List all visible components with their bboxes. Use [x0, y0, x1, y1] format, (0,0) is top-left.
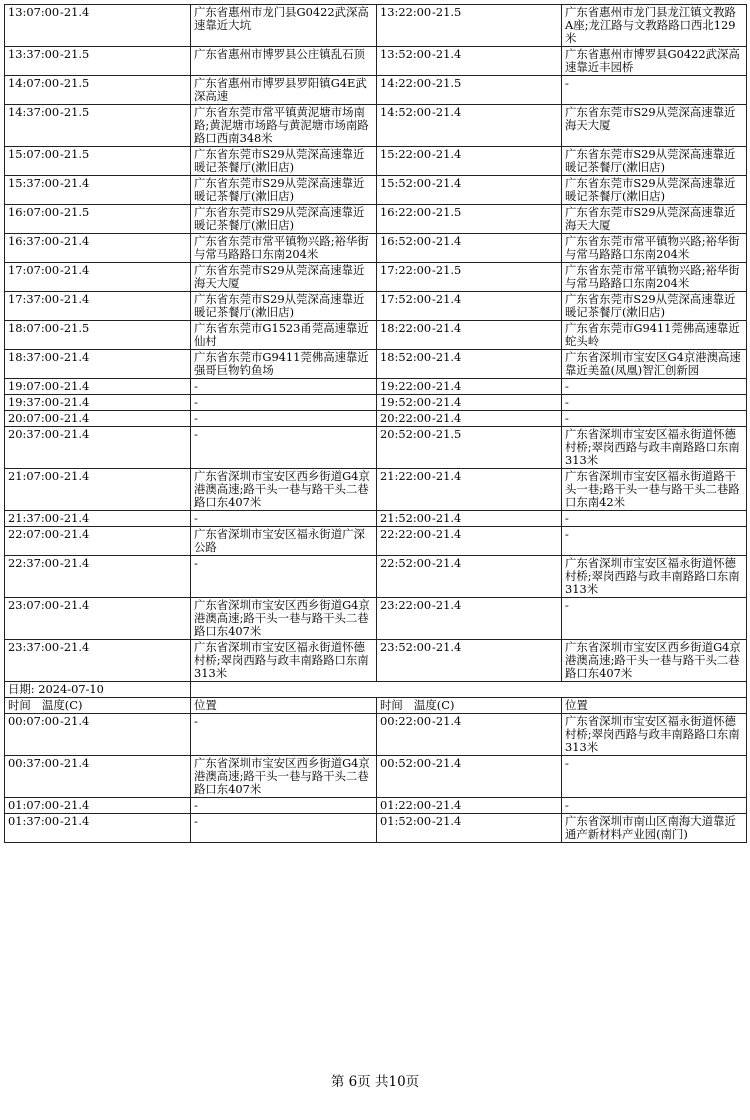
location-cell: -: [562, 756, 747, 798]
temperature-value: -21.4: [60, 427, 90, 441]
table-row: [5, 640, 747, 682]
time-value: 19:37:00: [8, 395, 60, 409]
temperature-value: -21.4: [432, 47, 462, 61]
temperature-value: -21.4: [60, 798, 90, 812]
table-row: [5, 527, 747, 556]
location-cell: 广东省东莞市常平镇物兴路;裕华街与常马路路口东南204米: [191, 234, 377, 263]
time-temp-cell: [5, 814, 191, 843]
time-value: 21:52:00: [380, 511, 432, 525]
location-cell: -: [191, 714, 377, 756]
temperature-value: -21.4: [60, 176, 90, 190]
temperature-value: -21.4: [432, 511, 462, 525]
time-value: 13:37:00: [8, 47, 60, 61]
time-value: 13:07:00: [8, 5, 60, 19]
table-row: [5, 292, 747, 321]
time-temp-cell: [377, 814, 562, 843]
time-temp-cell: [5, 469, 191, 511]
temperature-value: -21.4: [432, 292, 462, 306]
time-value: 19:52:00: [380, 395, 432, 409]
header-time: 时间: [380, 698, 403, 712]
location-cell: 广东省深圳市宝安区西乡街道G4京港澳高速;路干头一巷与路干头二巷路口东407米: [562, 640, 747, 682]
time-temp-cell: [5, 47, 191, 76]
time-value: 20:52:00: [380, 427, 432, 441]
time-value: 00:37:00: [8, 756, 60, 770]
location-cell: 广东省惠州市博罗县公庄镇乱石顶: [191, 47, 377, 76]
temperature-value: -21.4: [60, 234, 90, 248]
location-cell: -: [191, 395, 377, 411]
header-time-temp: [5, 698, 191, 714]
time-value: 18:07:00: [8, 321, 60, 335]
time-temp-cell: [377, 147, 562, 176]
time-temp-cell: [377, 76, 562, 105]
date-label: 日期: 2024-07-10: [5, 682, 191, 698]
table-row: [5, 556, 747, 598]
table-row: [5, 598, 747, 640]
time-temp-cell: [377, 556, 562, 598]
temperature-value: -21.5: [432, 263, 462, 277]
time-value: 21:22:00: [380, 469, 432, 483]
time-value: 14:22:00: [380, 76, 432, 90]
location-cell: 广东省深圳市宝安区福永街道广深公路: [191, 527, 377, 556]
time-temp-cell: [377, 263, 562, 292]
temperature-value: -21.5: [432, 5, 462, 19]
location-cell: -: [562, 798, 747, 814]
temperature-value: -21.4: [60, 411, 90, 425]
time-temp-cell: [5, 598, 191, 640]
time-value: 19:07:00: [8, 379, 60, 393]
location-cell: 广东省东莞市S29从莞深高速靠近暖记茶餐厅(漱旧店): [191, 147, 377, 176]
time-temp-cell: [377, 5, 562, 47]
time-temp-cell: [5, 379, 191, 395]
location-cell: 广东省东莞市常平镇物兴路;裕华街与常马路路口东南204米: [562, 234, 747, 263]
temperature-value: -21.4: [432, 714, 462, 728]
table-row: [5, 714, 747, 756]
time-temp-cell: [377, 640, 562, 682]
time-value: 14:07:00: [8, 76, 60, 90]
time-value: 00:22:00: [380, 714, 432, 728]
location-cell: -: [191, 411, 377, 427]
time-value: 23:37:00: [8, 640, 60, 654]
time-temp-cell: [5, 640, 191, 682]
location-cell: 广东省东莞市S29从莞深高速靠近暖记茶餐厅(漱旧店): [562, 292, 747, 321]
table-row: [5, 814, 747, 843]
time-value: 16:22:00: [380, 205, 432, 219]
location-cell: -: [562, 411, 747, 427]
temperature-value: -21.4: [432, 379, 462, 393]
table-row: [5, 350, 747, 379]
time-temp-cell: [377, 176, 562, 205]
temperature-value: -21.4: [432, 640, 462, 654]
table-row: [5, 5, 747, 47]
temperature-value: -21.4: [432, 527, 462, 541]
location-cell: -: [191, 427, 377, 469]
time-temp-cell: [377, 598, 562, 640]
location-cell: 广东省惠州市龙门县龙江镇文教路A座;龙江路与文教路路口西北129米: [562, 5, 747, 47]
time-value: 22:37:00: [8, 556, 60, 570]
temperature-value: -21.4: [432, 321, 462, 335]
time-value: 18:37:00: [8, 350, 60, 364]
location-cell: -: [191, 798, 377, 814]
temperature-value: -21.5: [60, 76, 90, 90]
temperature-value: -21.4: [60, 511, 90, 525]
table-row: [5, 76, 747, 105]
temperature-value: -21.5: [60, 321, 90, 335]
time-temp-cell: [377, 511, 562, 527]
header-temperature: 温度(C): [414, 698, 455, 712]
location-cell: 广东省东莞市G1523甬莞高速靠近仙村: [191, 321, 377, 350]
time-temp-cell: [377, 714, 562, 756]
location-cell: 广东省深圳市宝安区福永街道怀德村桥;翠岗西路与政丰南路路口东南313米: [562, 556, 747, 598]
table-row: [5, 105, 747, 147]
location-cell: 广东省东莞市S29从莞深高速靠近暖记茶餐厅(漱旧店): [562, 147, 747, 176]
time-value: 00:07:00: [8, 714, 60, 728]
time-value: 20:37:00: [8, 427, 60, 441]
location-cell: 广东省深圳市宝安区福永街道路干头一巷;路干头一巷与路干头二巷路口东南42米: [562, 469, 747, 511]
location-cell: 广东省东莞市G9411莞佛高速靠近强哥巨物钓鱼场: [191, 350, 377, 379]
time-temp-cell: [377, 105, 562, 147]
location-cell: 广东省东莞市S29从莞深高速靠近暖记茶餐厅(漱旧店): [191, 205, 377, 234]
time-value: 22:52:00: [380, 556, 432, 570]
time-temp-cell: [377, 395, 562, 411]
time-temp-cell: [5, 395, 191, 411]
temperature-value: -21.4: [432, 798, 462, 812]
time-value: 23:07:00: [8, 598, 60, 612]
table-row: [5, 469, 747, 511]
time-value: 17:52:00: [380, 292, 432, 306]
location-cell: 广东省东莞市S29从莞深高速靠近海天大厦: [191, 263, 377, 292]
temperature-value: -21.4: [60, 263, 90, 277]
time-value: 17:22:00: [380, 263, 432, 277]
location-cell: -: [562, 395, 747, 411]
time-value: 21:37:00: [8, 511, 60, 525]
time-value: 13:52:00: [380, 47, 432, 61]
time-temp-cell: [5, 411, 191, 427]
table-row: [5, 263, 747, 292]
table-row: [5, 379, 747, 395]
location-cell: 广东省深圳市宝安区西乡街道G4京港澳高速;路干头一巷与路干头二巷路口东407米: [191, 469, 377, 511]
time-value: 15:22:00: [380, 147, 432, 161]
location-cell: -: [191, 814, 377, 843]
time-value: 17:37:00: [8, 292, 60, 306]
time-value: 22:22:00: [380, 527, 432, 541]
temperature-value: -21.4: [60, 556, 90, 570]
location-cell: 广东省东莞市S29从莞深高速靠近暖记茶餐厅(漱旧店): [191, 292, 377, 321]
location-cell: 广东省东莞市G9411莞佛高速靠近蛇头岭: [562, 321, 747, 350]
time-temp-cell: [5, 147, 191, 176]
location-cell: 广东省东莞市常平镇黄泥塘市场南路;黄泥塘市场路与黄泥塘市场南路路口西南348米: [191, 105, 377, 147]
time-temp-cell: [5, 205, 191, 234]
location-cell: 广东省惠州市博罗县G0422武深高速靠近丰园桥: [562, 47, 747, 76]
temperature-value: -21.4: [60, 379, 90, 393]
date-row: [5, 682, 747, 698]
location-cell: 广东省深圳市宝安区G4京港澳高速靠近美盈(凤凰)智汇创新园: [562, 350, 747, 379]
time-temp-cell: [5, 511, 191, 527]
temperature-value: -21.4: [60, 640, 90, 654]
location-cell: 广东省东莞市S29从莞深高速靠近暖记茶餐厅(漱旧店): [562, 176, 747, 205]
time-value: 16:07:00: [8, 205, 60, 219]
temperature-value: -21.4: [60, 598, 90, 612]
time-temp-cell: [377, 350, 562, 379]
location-cell: 广东省深圳市宝安区福永街道怀德村桥;翠岗西路与政丰南路路口东南313米: [562, 427, 747, 469]
time-value: 15:37:00: [8, 176, 60, 190]
table-row: [5, 427, 747, 469]
time-value: 20:07:00: [8, 411, 60, 425]
header-temperature: 温度(C): [42, 698, 83, 712]
time-temp-cell: [377, 47, 562, 76]
time-value: 01:22:00: [380, 798, 432, 812]
time-value: 01:52:00: [380, 814, 432, 828]
time-value: 01:07:00: [8, 798, 60, 812]
time-temp-cell: [5, 556, 191, 598]
temperature-value: -21.4: [60, 5, 90, 19]
temperature-value: -21.4: [432, 469, 462, 483]
time-value: 01:37:00: [8, 814, 60, 828]
location-cell: -: [562, 76, 747, 105]
temperature-value: -21.4: [60, 395, 90, 409]
time-temp-cell: [377, 411, 562, 427]
time-value: 22:07:00: [8, 527, 60, 541]
temperature-value: -21.4: [432, 598, 462, 612]
column-header-row: [5, 698, 747, 714]
time-temp-cell: [5, 714, 191, 756]
time-temp-cell: [377, 321, 562, 350]
location-cell: 广东省东莞市S29从莞深高速靠近暖记茶餐厅(漱旧店): [191, 176, 377, 205]
time-value: 16:52:00: [380, 234, 432, 248]
header-location: 位置: [562, 698, 747, 714]
temperature-value: -21.5: [432, 427, 462, 441]
temperature-value: -21.4: [60, 756, 90, 770]
time-value: 18:52:00: [380, 350, 432, 364]
location-cell: 广东省深圳市宝安区福永街道怀德村桥;翠岗西路与政丰南路路口东南313米: [191, 640, 377, 682]
temperature-location-log-table: [4, 4, 747, 843]
table-row: [5, 756, 747, 798]
temperature-value: -21.4: [432, 756, 462, 770]
temperature-value: -21.4: [432, 234, 462, 248]
time-value: 19:22:00: [380, 379, 432, 393]
location-cell: -: [191, 556, 377, 598]
location-cell: 广东省东莞市常平镇物兴路;裕华街与常马路路口东南204米: [562, 263, 747, 292]
time-value: 15:07:00: [8, 147, 60, 161]
location-cell: 广东省深圳市宝安区西乡街道G4京港澳高速;路干头一巷与路干头二巷路口东407米: [191, 598, 377, 640]
temperature-value: -21.4: [432, 350, 462, 364]
page: [4, 4, 746, 843]
time-temp-cell: [5, 5, 191, 47]
time-temp-cell: [377, 798, 562, 814]
temperature-value: -21.4: [432, 395, 462, 409]
date-row-empty: [191, 682, 747, 698]
page-footer: 第 6页 共10页: [330, 1074, 420, 1090]
temperature-value: -21.4: [432, 556, 462, 570]
time-value: 17:07:00: [8, 263, 60, 277]
temperature-value: -21.4: [432, 147, 462, 161]
temperature-value: -21.4: [60, 814, 90, 828]
location-cell: 广东省深圳市宝安区西乡街道G4京港澳高速;路干头一巷与路干头二巷路口东407米: [191, 756, 377, 798]
temperature-value: -21.5: [432, 76, 462, 90]
time-value: 16:37:00: [8, 234, 60, 248]
table-row: [5, 205, 747, 234]
location-cell: -: [191, 379, 377, 395]
temperature-value: -21.5: [60, 147, 90, 161]
time-temp-cell: [377, 292, 562, 321]
header-time: 时间: [8, 698, 31, 712]
time-value: 18:22:00: [380, 321, 432, 335]
time-temp-cell: [5, 798, 191, 814]
time-temp-cell: [5, 105, 191, 147]
time-temp-cell: [377, 205, 562, 234]
temperature-value: -21.4: [60, 527, 90, 541]
table-row: [5, 176, 747, 205]
location-cell: -: [562, 527, 747, 556]
time-value: 21:07:00: [8, 469, 60, 483]
temperature-value: -21.4: [60, 714, 90, 728]
time-temp-cell: [377, 469, 562, 511]
table-row: [5, 321, 747, 350]
table-row: [5, 798, 747, 814]
log-table-body: [5, 5, 747, 843]
table-row: [5, 147, 747, 176]
header-location: 位置: [191, 698, 377, 714]
temperature-value: -21.4: [432, 176, 462, 190]
table-row: [5, 47, 747, 76]
location-cell: -: [562, 379, 747, 395]
temperature-value: -21.4: [432, 411, 462, 425]
time-temp-cell: [5, 350, 191, 379]
location-cell: -: [562, 598, 747, 640]
time-value: 23:52:00: [380, 640, 432, 654]
time-temp-cell: [5, 76, 191, 105]
table-row: [5, 395, 747, 411]
temperature-value: -21.4: [432, 105, 462, 119]
table-row: [5, 234, 747, 263]
time-temp-cell: [5, 234, 191, 263]
location-cell: -: [191, 511, 377, 527]
time-value: 13:22:00: [380, 5, 432, 19]
time-value: 00:52:00: [380, 756, 432, 770]
location-cell: 广东省东莞市S29从莞深高速靠近海天大厦: [562, 105, 747, 147]
time-temp-cell: [377, 234, 562, 263]
location-cell: 广东省深圳市南山区南海大道靠近通产新材料产业园(南门): [562, 814, 747, 843]
time-temp-cell: [377, 756, 562, 798]
temperature-value: -21.4: [60, 292, 90, 306]
time-value: 15:52:00: [380, 176, 432, 190]
location-cell: 广东省深圳市宝安区福永街道怀德村桥;翠岗西路与政丰南路路口东南313米: [562, 714, 747, 756]
time-temp-cell: [5, 756, 191, 798]
location-cell: -: [562, 511, 747, 527]
temperature-value: -21.4: [432, 814, 462, 828]
time-value: 14:37:00: [8, 105, 60, 119]
time-temp-cell: [377, 379, 562, 395]
location-cell: 广东省东莞市S29从莞深高速靠近海天大厦: [562, 205, 747, 234]
time-temp-cell: [5, 263, 191, 292]
temperature-value: -21.5: [60, 47, 90, 61]
temperature-value: -21.5: [432, 205, 462, 219]
time-temp-cell: [5, 321, 191, 350]
time-temp-cell: [377, 427, 562, 469]
temperature-value: -21.4: [60, 350, 90, 364]
time-temp-cell: [5, 427, 191, 469]
header-time-temp: [377, 698, 562, 714]
time-value: 23:22:00: [380, 598, 432, 612]
time-temp-cell: [5, 176, 191, 205]
temperature-value: -21.4: [60, 469, 90, 483]
time-temp-cell: [377, 527, 562, 556]
table-row: [5, 511, 747, 527]
temperature-value: -21.5: [60, 105, 90, 119]
time-temp-cell: [5, 527, 191, 556]
time-value: 20:22:00: [380, 411, 432, 425]
table-row: [5, 411, 747, 427]
temperature-value: -21.5: [60, 205, 90, 219]
location-cell: 广东省惠州市龙门县G0422武深高速靠近大坑: [191, 5, 377, 47]
time-value: 14:52:00: [380, 105, 432, 119]
time-temp-cell: [5, 292, 191, 321]
location-cell: 广东省惠州市博罗县罗阳镇G4E武深高速: [191, 76, 377, 105]
